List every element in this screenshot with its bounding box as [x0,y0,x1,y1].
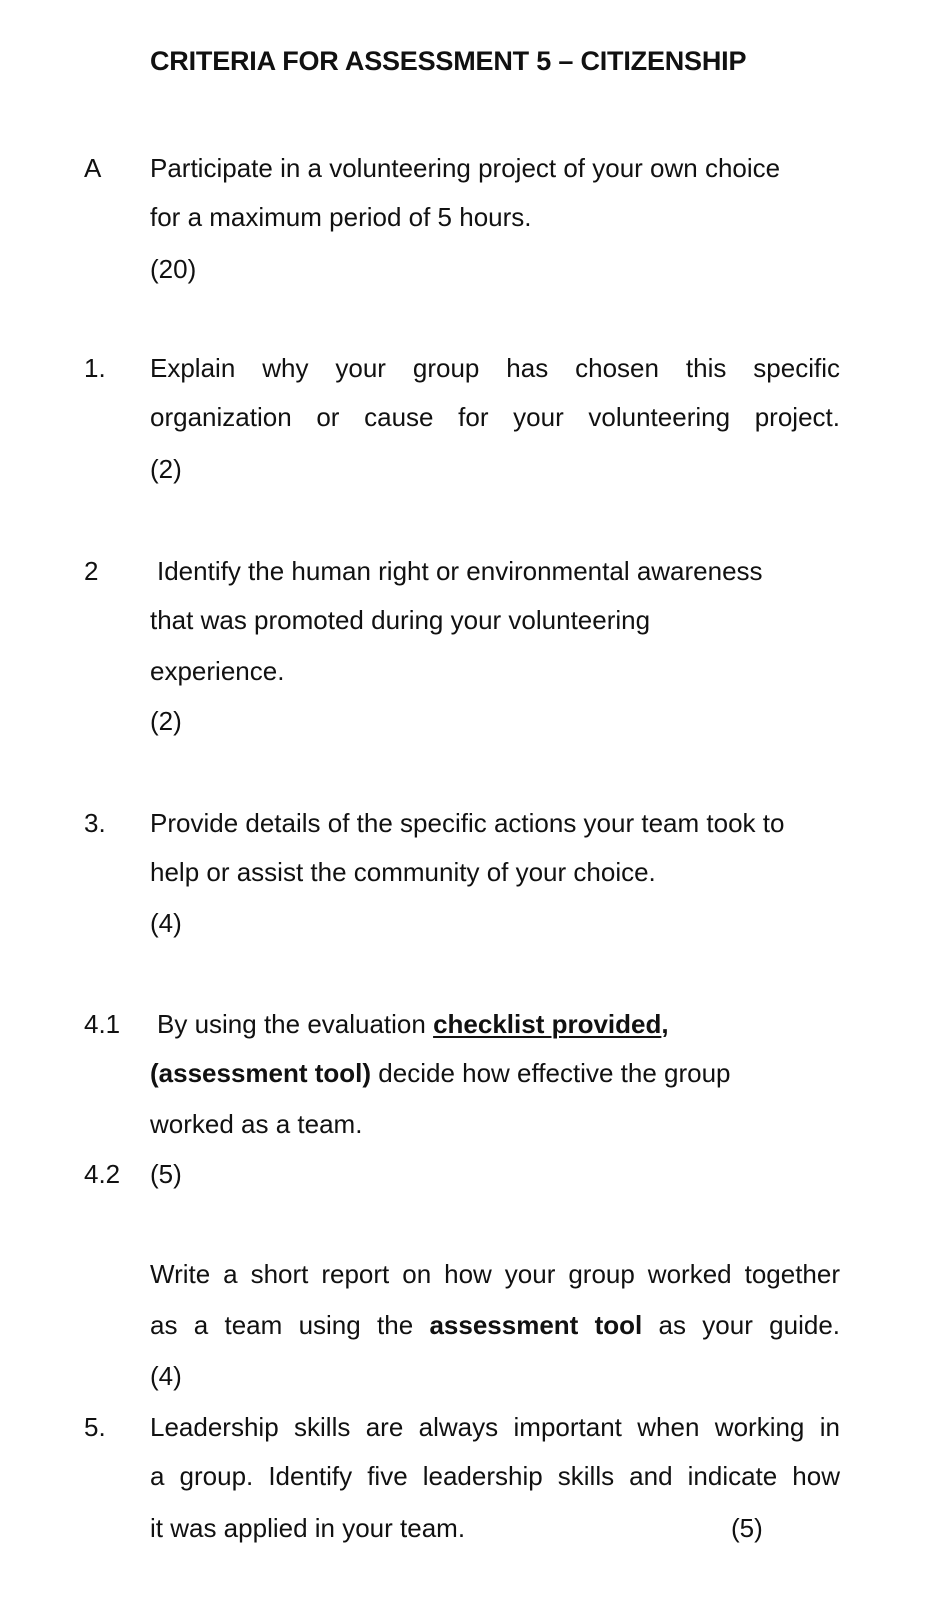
question-4-2-line-1: Write a short report on how your group worked together [150,1259,840,1289]
question-3-line-2: help or assist the community of your choice. [150,857,656,887]
assessment-tool-emphasis-2: assessment tool [429,1310,643,1340]
question-4-2-line-2-prefix: as a team using the [150,1310,430,1340]
question-4-1-line-1 [157,1008,669,1040]
question-3-marks: (4) [150,908,182,938]
checklist-provided-emphasis: checklist provided [433,1009,662,1039]
question-5-label: 5. [84,1412,106,1442]
question-2-line-3: experience. [150,656,285,686]
question-5-line-2: a group. Identify five leadership skills and indicate how [150,1461,840,1491]
question-2-line-2: that was promoted during your volunteering [150,605,651,635]
section-a-marks: (20) [150,254,197,284]
question-3-line-1: Provide details of the specific actions your team took to [150,808,785,838]
section-a-line-1: Participate in a volunteering project of your own choice [150,153,781,183]
question-4-2-line-2 [150,1309,840,1341]
question-4-1-line-2 [150,1057,731,1089]
question-4-2-label: 4.2 [84,1159,121,1189]
question-2-label: 2 [84,556,99,586]
question-3-label: 3. [84,808,106,838]
question-5-line-3: it was applied in your team. [150,1513,466,1543]
section-a-line-2: for a maximum period of 5 hours. [150,202,532,232]
question-2-marks: (2) [150,706,182,736]
question-4-1-marks: (5) [150,1159,182,1189]
question-5-line-1: Leadership skills are always important when working in [150,1412,840,1442]
question-5-marks: (5) [731,1513,763,1543]
question-4-1-line-1-suffix: , [661,1009,669,1039]
question-1-line-1: Explain why your group has chosen this specific [150,353,840,383]
question-1-label: 1. [84,353,106,383]
question-4-1-line-2-rest: decide how effective the group [371,1058,731,1088]
question-4-1-line-1-prefix: By using the evaluation [157,1009,434,1039]
question-4-2-line-2-suffix: as your guide. [642,1310,840,1340]
question-1-line-2: organization or cause for your volunteering project. [150,402,840,432]
question-4-2-marks: (4) [150,1361,182,1391]
question-1-marks: (2) [150,454,182,484]
assessment-tool-emphasis: (assessment tool) [150,1058,372,1088]
question-4-1-line-3: worked as a team. [150,1109,363,1139]
section-a-label: A [84,153,102,183]
page-title: CRITERIA FOR ASSESSMENT 5 – CITIZENSHIP [150,46,747,76]
question-2-line-1: Identify the human right or environmental awareness [157,556,763,586]
question-4-1-label: 4.1 [84,1009,121,1039]
